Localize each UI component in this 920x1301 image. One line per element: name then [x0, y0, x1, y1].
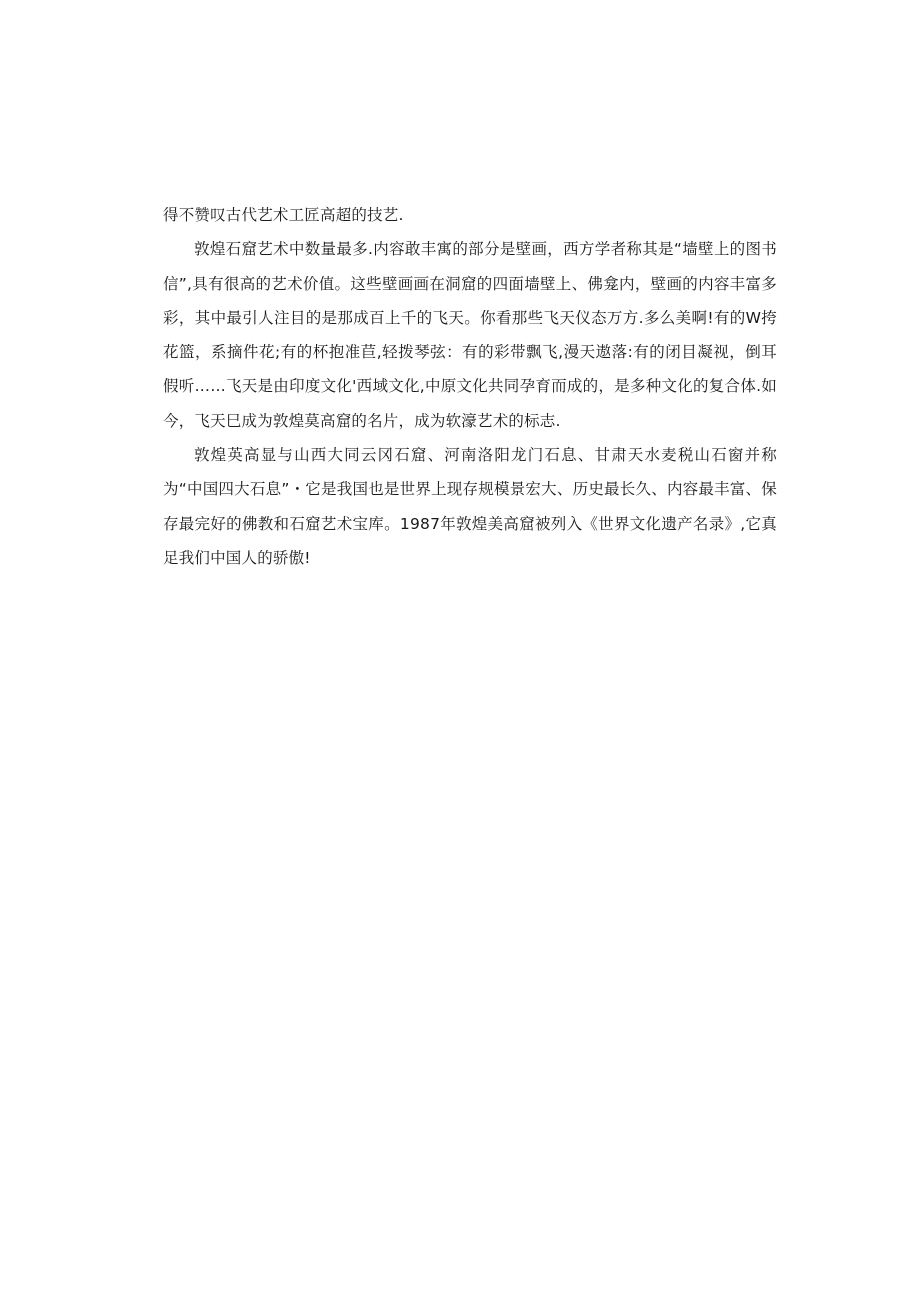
paragraph-murals: 敦煌石窟艺术中数量最多.内容敢丰寓的部分是壁画，西方学者称其是“墙壁上的图书信”,具有很高的艺术价值。这些壁画画在洞窟的四面墙壁上、佛龛内，壁画的内容丰富多彩，其中最引人注目的是那成百上千的飞天。你看那些飞天仪态万方.多么美啊!有的W挎花篮，系摘件花;有的杯抱准苣,轻拨琴弦：有的彩带飘飞,漫天遨落:有的闭目凝视，倒耳假听……飞天是由印度文化'西域文化,中原文化共同孕育而成的，是多种文化的复合体.如今，飞天巳成为敦煌莫高窟的名片，成为软濠艺术的标志.: [163, 240, 777, 430]
paragraph-four-grottoes: 敦煌英高显与山西大同云冈石窟、河南洛阳龙门石息、甘肃天水麦税山石窗并称为“中国四大石息”・它是我国也是世界上现存规模景宏大、历史最长久、内容最丰富、保存最完好的佛教和石窟艺术宝库。1987年敦煌美高窟被列入《世界文化遗产名录》,它真足我们中国人的骄傲!: [163, 446, 777, 567]
paragraph-continuation: 得不赞叹古代艺术工匠高超的技艺.: [163, 206, 404, 224]
body-text: [163, 198, 777, 575]
